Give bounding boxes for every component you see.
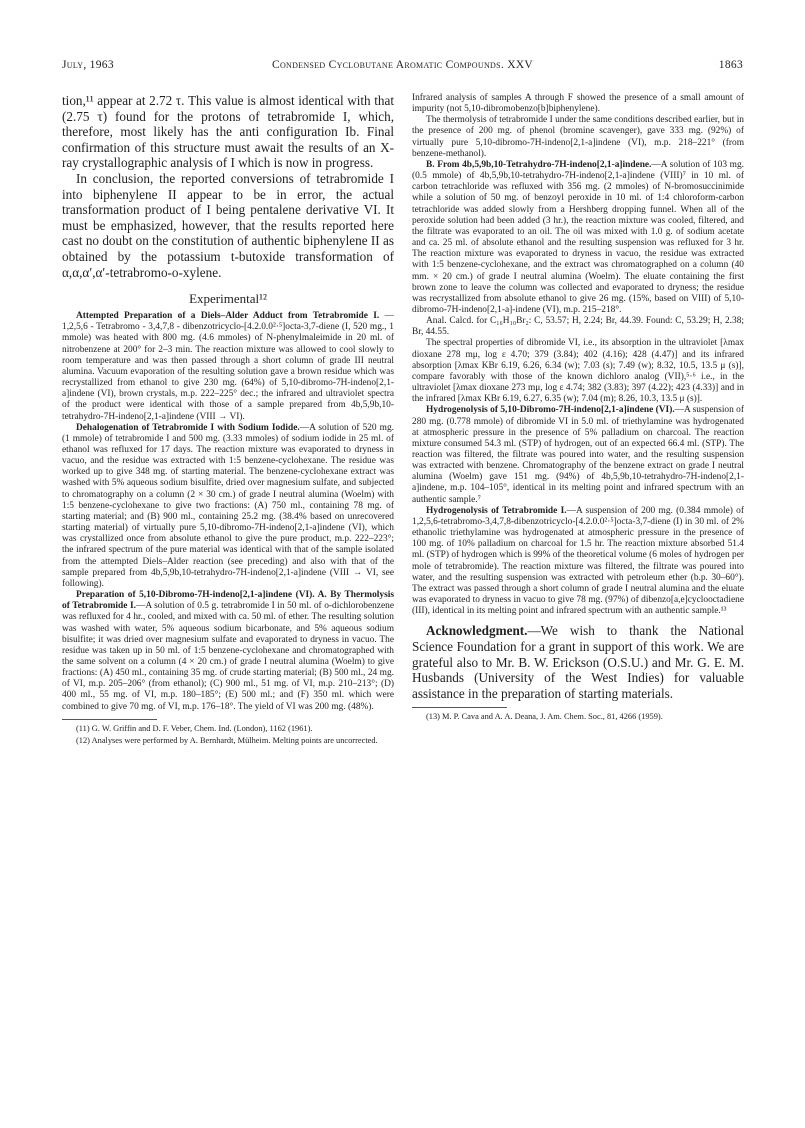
paragraph-heading: Attempted Preparation of a Diels–Alder Adduct from Tetrabromide I. <box>76 311 380 322</box>
footnote-divider <box>412 707 507 708</box>
experiment-paragraph: The thermolysis of tetrabromide I under the same conditions described earlier, but in the presence of 200 mg. of phenol (bromine scavenger), gave 333 mg. (92%) of virtually pure 5,10-dibromo-7H-indeno[2,1-a]indene (VI), m.p. 218–221° (from benzene-methanol). <box>412 115 744 159</box>
experiment-paragraph <box>412 506 744 618</box>
footnote-11: (11) G. W. Griffin and D. F. Veber, Chem. Ind. (London), 1162 (1961). <box>76 723 313 733</box>
acknowledgment-paragraph <box>412 623 744 701</box>
paragraph-heading: Dehalogenation of Tetrabromide I with Sodium Iodide. <box>76 422 300 433</box>
intro-paragraph-1: tion,¹¹ appear at 2.72 τ. This value is almost identical with that (2.75 τ) found for the protons of tetrabromide I, which, therefore, most likely has the anti configuration Ib. Final confirmation of this structure must await the results of an X-ray crystallographic analysis of I which is now in progress. <box>62 93 394 171</box>
spectral-paragraph: The spectral properties of dibromide VI, i.e., its absorption in the ultraviolet [λmax dioxane 278 mμ, log ε 4.70; 379 (3.84); 402 (4.16); 428 (4.47)] and its infrared absorption [λmax KBr 6.19, 6.26, 6.34 (w); 7.03 (s); 7.49 (w); 8.32, 10.5, 13.5 μ (s)], compare favorably with those of the known dichloro analog (VII),⁵·⁶ i.e., in the ultraviolet [λmax dioxane 273 mμ, log ε 4.74; 382 (3.83); 397 (4.22); 423 (4.33)] and in the infrared [λmax KBr 6.19, 6.27, 6.35 (w); 7.04 (m); 8.26, 10.3, 13.5 μ (s)]. <box>412 338 744 405</box>
paragraph-heading: Preparation of 5,10-Dibromo-7H-indeno[2,1-a]indene (VI). A. By Thermolysis of Tetrabromide I. <box>62 590 394 612</box>
analysis-paragraph: Anal. Calcd. for C₁₆H₁₀Br₂: C, 53.57; H, 2.24; Br, 44.39. Found: C, 53.29; H, 2.38; Br, 44.55. <box>412 316 744 338</box>
paragraph-body: —A solution of 103 mg. (0.5 mmole) of 4b,5,9b,10-tetrahydro-7H-indeno[2,1-a]indene (VIII)⁷ in 10 ml. of carbon tetrachloride was refluxed with 356 mg. (2 mmoles) of N-bromosuccinimide while a solution of 50 mg. of benzoyl peroxide in 10 ml. of 1:4 chloroform-carbon tetrachloride was added slowly from a Hershberg dropping funnel. When all of the peroxide solution had been added (3 hr.), the reaction mixture was cooled, filtered, and the filtrate was evaporated to an oil. The oil was mixed with 1.0 g. of sodium acetate and ca. 25 ml. of absolute ethanol and the resulting suspension was refluxed for 3 hr. The reaction mixture was evaporated to dryness in vacuo, the residue was extracted with 1:5 benzene-cyclohexane, and the extract was chromatographed on a column (40 mm. × 20 cm.) of grade I neutral alumina (Woelm). The eluate containing the first brown zone to leave the column was collected and evaporated to dryness; the residue was recrystallized from absolute ethanol to give 26 mg. (15%, based on VIII) of 5,10-dibromo-7H-indeno[2,1-a]-indene (VI), m.p. 215–218°. <box>412 159 744 315</box>
paragraph-heading: B. From 4b,5,9b,10-Tetrahydro-7H-indeno[2,1-a]indene. <box>426 159 652 170</box>
experiment-paragraph <box>412 160 744 316</box>
right-column <box>412 93 744 722</box>
header-date: July, 1963 <box>62 59 114 71</box>
page-number: 1863 <box>718 59 743 71</box>
paragraph-body: —A solution of 520 mg. (1 mmole) of tetrabromide I and 500 mg. (3.33 mmoles) of sodium iodide in 25 ml. of ethanol was refluxed for 17 days. The reaction mixture was evaporated to dryness in vacuo, and the residue was extracted with 1:5 benzene-cyclohexane. The residue was worked up to give 348 mg. of starting material. The benzene-cyclohexane extract was washed with 5% aqueous sodium bisulfite, dried over magnesium sulfate, and subjected to chromatography on a column (2 × 30 cm.) of grade I neutral alumina (Woelm) with 1:5 benzene-cyclohexane to give two fractions: (A) 750 ml., containing 78 mg. of starting material; and (B) 900 ml., containing 25.2 mg. (38.4% based on unrecovered starting material) of virtually pure 5,10-dibromo-7H-indeno[2,1-a]indene (VI), which was crystallized once from absolute ethanol to give the pure product, m.p. 222–223°; the infrared spectrum of the pure material was identical with that of the sample isolated from the attempted Diels–Alder reaction (see preceding) and also with that of the sample prepared from 4b,5,9b,10-tetrahydro-7H-indeno[2,1-a]indene (VIII → VI, see following). <box>62 422 394 589</box>
paragraph-body: —A suspension of 280 mg. (0.778 mmole) of dibromide VI in 5.0 ml. of triethylamine was hydrogenated at atmospheric pressure in the presence of 5% palladium on charcoal. The reaction mixture consumed 54.3 ml. (STP) of hydrogen, out of an expected 66.4 ml. (STP). The reaction was filtered, the filtrate was poured into water, and the resulting suspension was extracted with benzene. Chromatography of the benzene extract on grade I neutral alumina (Woelm) gave 151 mg. (94%) of 4b,5,9b,10-tetrahydro-7H-indeno[2,1-a]indene, m.p. 104–105°, identical in its melting point and infrared spectrum with an authentic sample.⁷ <box>412 405 744 505</box>
left-column <box>62 93 394 746</box>
header-title: Condensed Cyclobutane Aromatic Compounds. XXV <box>271 59 534 71</box>
experiment-paragraph <box>62 590 394 713</box>
paragraph-body: —A suspension of 200 mg. (0.384 mmole) of 1,2,5,6-tetrabromo-3,4,7,8-dibenzotricyclo-[4.2.0.0²·⁵]octa-3,7-diene (I) in 30 ml. of 2% ethanolic triethylamine was hydrogenated at atmospheric pressure in the presence of 100 mg. of 10% palladium on charcoal for 1.5 hr. The reaction mixture absorbed 51.4 ml. (STP) of hydrogen which is 99% of the theoretical volume (6 moles of hydrogen per mole of tetrabromide). The reaction mixture was filtered, the filtrate was poured into water, and the resulting suspension was extracted with petroleum ether (b.p. 30–60°). The extract was passed through a short column of grade I neutral alumina and the eluate was evaporated to dryness in vacuo to give 78 mg. (97%) of dibenzo[a,e]cyclooctadiene (III), identical in its melting point and infrared spectrum with an authentic sample.¹³ <box>412 505 744 617</box>
footnote-divider <box>62 719 157 720</box>
intro-paragraph-2: In conclusion, the reported conversions of tetrabromide I into biphenylene II appear to be in error, the actual transformation product of I being pentalene derivative VI. It must be emphasized, however, that the results reported here cast no doubt on the constitution of authentic biphenylene II as obtained by the potassium t-butoxide transformation of α,α,α′,α′-tetrabromo-o-xylene. <box>62 170 394 280</box>
experiment-paragraph <box>412 405 744 505</box>
experiment-paragraph <box>62 311 394 423</box>
paragraph-heading: Hydrogenolysis of Tetrabromide I. <box>426 505 567 516</box>
experiment-paragraph: Infrared analysis of samples A through F showed the presence of a small amount of impurity (not 5,10-dibromobenzo[b]biphenylene). <box>412 93 744 115</box>
acknowledgment-body: —We wish to thank the National Science Foundation for a grant in support of this work. We are grateful also to Mr. B. W. Erickson (O.S.U.) and Mr. G. E. M. Husbands (University of the West Indies) for valuable assistance in the preparation of starting materials. <box>412 623 744 701</box>
experimental-heading: Experimental¹² <box>189 291 267 307</box>
paragraph-body: —A solution of 0.5 g. tetrabromide I in 50 ml. of o-dichlorobenzene was refluxed for 4 hr., cooled, and mixed with ca. 50 ml. of ether. The resulting solution was washed with water, 5% aqueous sodium bicarbonate, and 5% aqueous sodium bisulfite; it was dried over magnesium sulfate and evaporated to dryness in vacuo. The residue was taken up in 50 ml. of 1:5 benzene-cyclohexane and chromatographed with the same solvent on a column (4 × 20 cm.) of grade I neutral alumina (Woelm) to give fractions: (A) 450 ml., containing 35 mg. of crude starting material; (B) 500 ml., 24 mg. of VI, m.p. 205–206° (from ethanol); (C) 900 ml., 51 mg. of VI, m.p. 210–213°; (D) 400 ml., 55 mg. of VI, m.p. 180–185°; (E) 500 ml.; and (F) 350 ml. which were combined to give 70 mg. of VI, m.p. 176–18°. The yield of VI was 200 mg. (48%). <box>62 601 394 712</box>
footnote-12: (12) Analyses were performed by A. Bernhardt, Mülheim. Melting points are uncorrected. <box>76 735 378 745</box>
paragraph-heading: Hydrogenolysis of 5,10-Dibromo-7H-indeno[2,1-a]indene (VI). <box>426 405 675 416</box>
acknowledgment-heading: Acknowledgment. <box>426 623 528 639</box>
running-header <box>62 59 743 75</box>
experiment-paragraph <box>62 423 394 590</box>
footnote-13: (13) M. P. Cava and A. A. Deana, J. Am. Chem. Soc., 81, 4266 (1959). <box>426 712 663 722</box>
paragraph-body: — 1,2,5,6 - Tetrabromo - 3,4,7,8 - dibenzotricyclo-[4.2.0.0²·⁵]octa-3,7-diene (I, 520 mg., 1 mmole) was heated with 800 mg. (4.6 mmoles) of N-phenylmaleimide in 20 ml. of nitrobenzene at 200° for 2–3 min. The reaction mixture was allowed to cool slowly to room temperature and was then passed through a short column of grade III neutral alumina. Vacuum evaporation of the resulting solution gave a brown residue which was recrystallized from ethanol to give 230 mg. (64%) of 5,10-dibromo-7H-indeno[2,1-a]indene (VI), brown crystals, m.p. 222–225° dec.; the infrared and ultraviolet spectra of the product were identical with those of a sample prepared from 4b,5,9b,10-tetrahydro-7H-indeno[2,1-a]indene (VIII → VI). <box>62 311 395 422</box>
